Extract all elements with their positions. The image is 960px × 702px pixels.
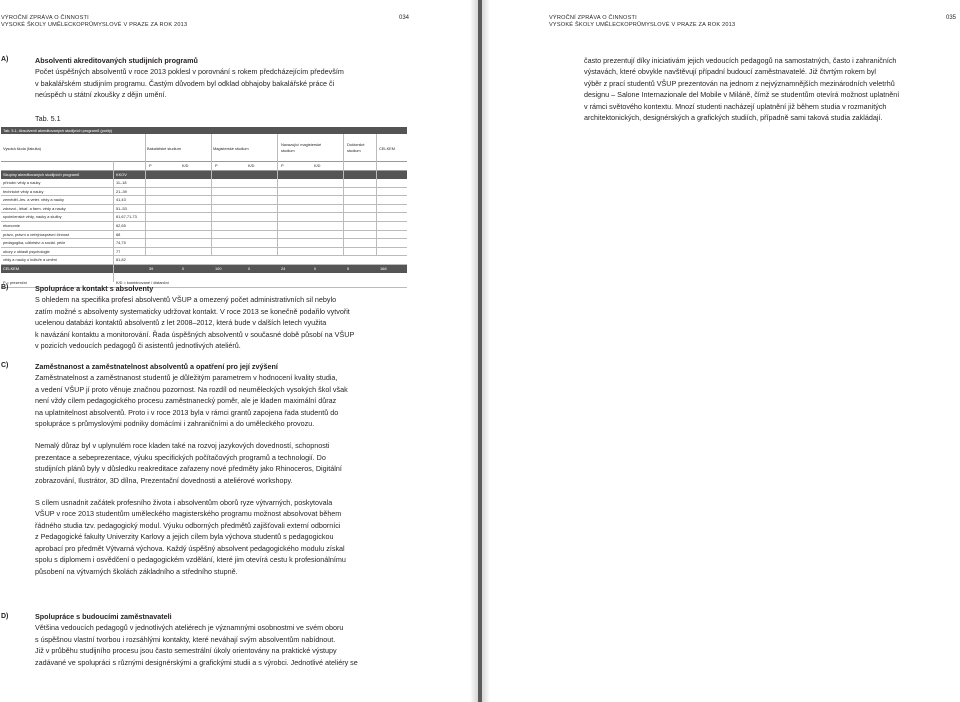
section-c-line: prezentace a sebeprezentace, výuku specifických počítačových programů a technologií. Do bbox=[35, 452, 326, 462]
header-line-2: VYSOKÉ ŠKOLY UMĚLECKOPRŮMYSLOVÉ V PRAZE ZA ROK 2013 bbox=[549, 22, 736, 28]
section-c-line: spolu s diplomem i osvědčení o pedagogickém vzdělání, které jim otevírá cestu k profesionálnímu bbox=[35, 555, 346, 565]
group-label: Skupiny akreditovaných studijních programů bbox=[3, 172, 80, 177]
table-row bbox=[1, 231, 407, 240]
sub-kd: K/D bbox=[248, 163, 255, 168]
col-master: Magisterské studium bbox=[213, 146, 249, 151]
right-line: výstavách, které obvykle navštěvují případní budoucí zaměstnavatelé. Již čtvrtým rokem byl bbox=[584, 67, 877, 77]
page-number: 034 bbox=[399, 15, 410, 21]
col-follow-up-master-1: Navazující magisterské bbox=[281, 142, 322, 147]
section-a-line: Počet úspěšných absolventů v roce 2013 poklesl v porovnání s rokem předcházejícím především bbox=[35, 67, 344, 77]
right-line: výběr z prací studentů VŠUP prezentován na jednom z nejvýznamnějších mezinárodních veletrhů bbox=[584, 78, 895, 88]
running-header bbox=[1, 15, 187, 29]
section-d bbox=[35, 611, 475, 668]
table-divider bbox=[113, 161, 114, 282]
table-total-row bbox=[1, 265, 407, 273]
section-c-line: řádného studia tzv. pedagogický modul. Výuku odborných předmětů zajišťovali externí odborníci bbox=[35, 520, 341, 530]
table-label: Tab. 5.1 bbox=[35, 114, 61, 123]
section-b-letter: B) bbox=[1, 284, 9, 291]
sub-kd: K/D bbox=[314, 163, 321, 168]
section-c-line: působení na výtvarných školách základního a středního stupně. bbox=[35, 566, 238, 576]
section-a-letter: A) bbox=[1, 56, 9, 63]
section-c-line: Nemalý důraz byl v uplynulém roce kladen také na rozvoj jazykových dovedností, schopnosti bbox=[35, 441, 330, 451]
header-line-1: VÝROČNÍ ZPRÁVA O ČINNOSTI bbox=[549, 15, 637, 21]
section-d-heading: Spolupráce s budoucími zaměstnavateli bbox=[35, 612, 172, 621]
row-label: ekonomie bbox=[3, 222, 20, 228]
table-row bbox=[1, 179, 407, 188]
sub-p: P bbox=[149, 163, 152, 168]
section-d-line: zadávané ve spolupráci s různými designérskými a grafickými studii a s výrobci. Jednotlivé ateliéry se bbox=[35, 657, 358, 667]
table-row bbox=[1, 256, 407, 265]
sub-p: P bbox=[281, 163, 284, 168]
section-c-heading: Zaměstnanost a zaměstnatelnost absolventů a opatření pro její zvýšení bbox=[35, 362, 278, 371]
row-kkov: 81,82 bbox=[116, 257, 126, 263]
total-mgr-p: 100 bbox=[215, 265, 222, 271]
section-b-line: ucelenou databázi kontaktů absolventů z let 2008–2012, která bude v dalších letech využita bbox=[35, 318, 327, 328]
section-b-line: zatím možné s absolventy systematicky udržovat kontakt. V roce 2013 se konečně podařilo vytvořit bbox=[35, 306, 350, 316]
row-kkov: 77 bbox=[116, 248, 121, 254]
col-total: CELKEM bbox=[379, 146, 395, 151]
row-label: technické vědy a nauky bbox=[3, 188, 44, 194]
row-label: zdravot., lékař. a farm. vědy a nauky bbox=[3, 205, 66, 211]
row-kkov: 61,67,71-73 bbox=[116, 214, 137, 220]
row-label: obory z oblasti psychologie bbox=[3, 248, 50, 254]
section-a bbox=[35, 55, 475, 101]
table-divider bbox=[376, 134, 377, 255]
section-c-line: a vedení VŠUP jí proto věnuje značnou pozornost. Na rozdíl od neuměleckých vysokých škol však bbox=[35, 384, 348, 394]
total-bc-p: 39 bbox=[149, 265, 154, 271]
total-bc-kd: 0 bbox=[182, 265, 185, 271]
table-row bbox=[1, 222, 407, 231]
table-divider bbox=[343, 134, 344, 255]
col-bachelor: Bakalářské studium bbox=[147, 146, 181, 151]
section-b-line: k navázání kontaktu a monitorování. Řada úspěšných absolventů v současné době působí na VŠUP bbox=[35, 329, 355, 339]
section-d-line: Většina vedoucích pedagogů v jednotlivých ateliérech je významnými osobnostmi ve svém oboru bbox=[35, 623, 344, 633]
section-a-line: neúspěch u státní zkoušky z dějin umění. bbox=[35, 90, 167, 100]
left-page bbox=[0, 0, 478, 702]
table-divider bbox=[277, 134, 278, 255]
sub-kd: K/D bbox=[182, 163, 189, 168]
header-line-1: VÝROČNÍ ZPRÁVA O ČINNOSTI bbox=[1, 15, 89, 21]
table-body bbox=[1, 179, 407, 265]
right-page-text bbox=[584, 55, 954, 123]
right-line: architektonických, designérských a grafických studiích, případně sami taková studia zakládají. bbox=[584, 113, 883, 123]
section-c-line: Zaměstnatelnost a zaměstnanost studentů je důležitým parametrem v hodnocení kvality studia, bbox=[35, 373, 338, 383]
section-c-line: VŠUP v roce 2013 studentům uměleckého magisterského programu možnost absolvovat během bbox=[35, 509, 342, 519]
col-doctoral-2: studium bbox=[347, 148, 361, 153]
sub-p: P bbox=[215, 163, 218, 168]
section-a-line: v bakalářském studijním programu. Častým důvodem byl odklad obhajoby bakalářské práce či bbox=[35, 78, 335, 88]
row-label: vědy a nauky o kultuře a umění bbox=[3, 257, 58, 263]
section-c-line: z Pedagogické fakulty Univerzity Karlovy a jejich cílem byla výchova studentů s pedagogickou bbox=[35, 532, 334, 542]
total-doctoral: 5 bbox=[347, 265, 350, 271]
row-kkov: 62,65 bbox=[116, 222, 126, 228]
section-c-line: aprobací pro předmět Výtvarná výchova. Každý úspěšný absolvent pedagogického modulu získal bbox=[35, 543, 345, 553]
row-kkov: 74,75 bbox=[116, 240, 126, 246]
table-row bbox=[1, 213, 407, 222]
table-group-row bbox=[1, 171, 407, 179]
table-row bbox=[1, 248, 407, 257]
section-b bbox=[35, 283, 475, 351]
right-line: často prezentují díky iniciativám jejich vedoucích pedagogů na samostatných, často i zahraničních bbox=[584, 56, 897, 65]
section-c-line: spolupráce s průmyslovými podniky domácími i zahraničními a do uměleckého provozu. bbox=[35, 419, 315, 429]
graduates-table bbox=[1, 127, 407, 288]
section-d-letter: D) bbox=[1, 613, 9, 620]
row-kkov: 51–53 bbox=[116, 205, 127, 211]
row-label: právo, právní a veřejnosprávní činnost bbox=[3, 231, 69, 237]
section-b-heading: Spolupráce a kontakt s absolventy bbox=[35, 284, 154, 293]
row-kkov: 21–39 bbox=[116, 188, 127, 194]
row-label: přírodní vědy a nauky bbox=[3, 180, 41, 185]
total-label: CELKEM bbox=[3, 265, 19, 271]
total-all: 168 bbox=[380, 265, 387, 271]
section-d-line: s úspěšnou vlastní tvorbou i rozsáhlými kontakty, které neváhají svým absolventům nabídnout. bbox=[35, 634, 336, 644]
table-divider bbox=[211, 134, 212, 255]
group-kkov: KKOV bbox=[116, 172, 127, 177]
table-header-row bbox=[1, 134, 407, 162]
section-c-line: na uplatnitelnost absolventů. Proto i v roce 2013 byla v rámci grantů zapojena řada studentů do bbox=[35, 407, 339, 417]
section-c-line: S cílem usnadnit začátek profesního života i absolventům oborů ryze výtvarných, poskytovala bbox=[35, 498, 333, 508]
table-row bbox=[1, 188, 407, 197]
page-number: 035 bbox=[946, 15, 957, 21]
row-label: pedagogika, učitelství a sociál. péče bbox=[3, 240, 66, 246]
section-b-line: S ohledem na specifika profesí absolventů VŠUP a omezený počet administrativních sil nebylo bbox=[35, 295, 337, 305]
col-doctoral-1: Doktorské bbox=[347, 142, 365, 147]
total-mgr-kd: 0 bbox=[248, 265, 251, 271]
total-nav-kd: 0 bbox=[314, 265, 317, 271]
row-label: zeměděl.-les. a veter. vědy a nauky bbox=[3, 197, 64, 203]
row-kkov: 68 bbox=[116, 231, 121, 237]
table-row bbox=[1, 196, 407, 205]
section-c-line: není vždy cílem pedagogického procesu zaměstnanecký poměr, ale je kladen maximální důraz bbox=[35, 396, 337, 406]
table-row bbox=[1, 205, 407, 214]
table-row bbox=[1, 239, 407, 248]
total-nav-p: 24 bbox=[281, 265, 286, 271]
header-line-2: VYSOKÉ ŠKOLY UMĚLECKOPRŮMYSLOVÉ V PRAZE ZA ROK 2013 bbox=[1, 22, 188, 28]
table-title: Tab. 5.1: Absolventi akreditovaných studijních programů (počty) bbox=[1, 127, 407, 134]
book-gutter bbox=[470, 0, 490, 702]
col-school: Vysoká škola (fakulta) bbox=[3, 146, 41, 151]
col-follow-up-master-2: studium bbox=[281, 148, 295, 153]
section-a-heading: Absolventi akreditovaných studijních programů bbox=[35, 56, 198, 65]
row-label: společenské vědy, nauky a služby bbox=[3, 214, 62, 220]
section-d-line: Již v průběhu studijního procesu jsou často semestrální úkoly orientovány na praktické výstupy bbox=[35, 646, 337, 656]
right-line: designu – Salone Internazionale del Mobile v Miláně, čímž se studentům otevírá možnost uplatnění bbox=[584, 90, 900, 100]
section-c-letter: C) bbox=[1, 362, 9, 369]
section-b-line: v pozicích vedoucích pedagogů či asistentů jednotlivých ateliérů. bbox=[35, 341, 241, 351]
table-subheader-row bbox=[1, 162, 407, 171]
right-line: v rámci světového kontextu. Mnozí studenti nacházejí uplatnění již během studia v rozmanitých bbox=[584, 101, 887, 111]
section-c bbox=[35, 361, 475, 577]
row-kkov: 41,43 bbox=[116, 197, 126, 203]
table-divider bbox=[145, 134, 146, 255]
note-kd: K/D = kombinované / distanční bbox=[116, 279, 169, 285]
section-c-line: studijních plánů byly v důsledku reakreditace zařazeny nové předměty jako Rhinoceros, Digitální bbox=[35, 464, 342, 474]
right-page bbox=[482, 0, 960, 702]
note-p: P = prezenční bbox=[3, 279, 28, 285]
running-header bbox=[549, 15, 735, 29]
row-kkov: 11–18 bbox=[116, 180, 127, 185]
section-c-line: zobrazování, Ilustrátor, 3D dílna, Prezentační dovednosti a ateliérové workshopy. bbox=[35, 475, 293, 485]
